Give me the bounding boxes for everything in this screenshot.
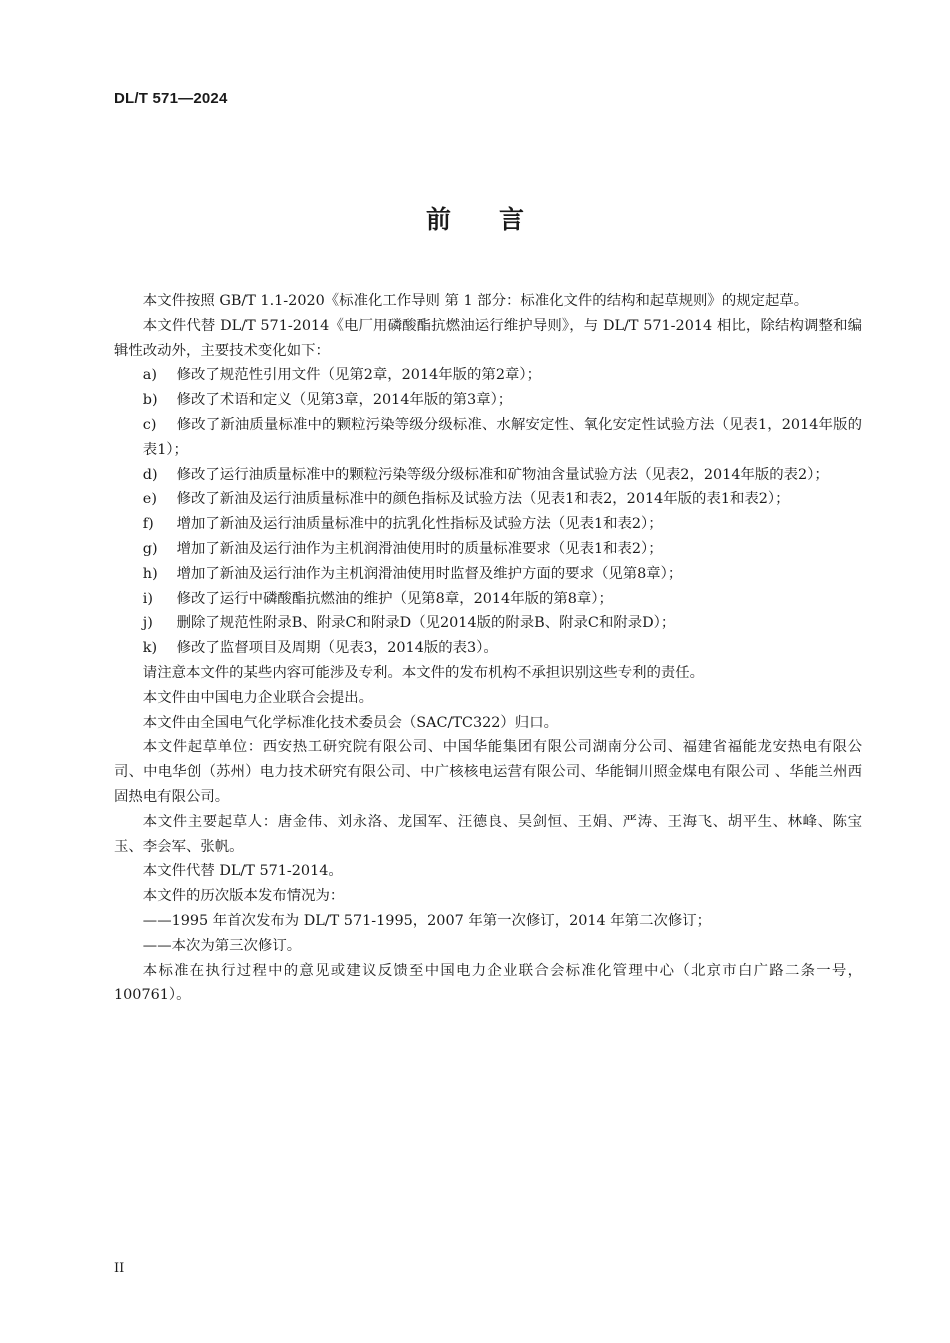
list-item-label: j) [142, 615, 153, 632]
paragraph: 本文件代替 DL/T 571-2014《电厂用磷酸酯抗燃油运行维护导则》，与 DL/T 571-2014 相比，除结构调整和编辑性改动外，主要技术变化如下： [114, 317, 862, 359]
list-item-text: 修改了术语和定义（见第3章，2014年版的第3章）； [176, 392, 513, 409]
list-item-text: 修改了规范性引用文件（见第2章，2014年版的第2章）； [176, 367, 541, 384]
list-item [114, 463, 862, 488]
history-item: ——1995 年首次发布为 DL/T 571-1995，2007 年第一次修订，2014 年第二次修订； [142, 912, 712, 929]
history-item: ——本次为第三次修订。 [142, 937, 302, 954]
list-item [114, 413, 862, 463]
page-title: 前言 [425, 205, 572, 234]
patent-notice: 请注意本文件的某些内容可能涉及专利。本文件的发布机构不承担识别这些专利的责任。 [142, 664, 705, 681]
list-item-label: c) [142, 416, 157, 433]
history-heading: 本文件的历次版本发布情况为： [142, 888, 345, 905]
drafting-units: 本文件起草单位：西安热工研究院有限公司、中国华能集团有限公司湖南分公司、福建省福能龙安热电有限公司、中电华创（苏州）电力技术研究有限公司、中广核核电运营有限公司、华能铜川照金煤电有限公司 、华能兰州西固热电有限公司。 [114, 739, 862, 805]
list-item-text: 增加了新油及运行油质量标准中的抗乳化性指标及试验方法（见表1和表2）； [176, 516, 663, 533]
list-item [114, 562, 862, 587]
list-item-text: 修改了运行中磷酸酯抗燃油的维护（见第8章，2014年版的第8章）； [176, 590, 613, 607]
document-id: DL/T 571—2024 [114, 90, 228, 107]
list-item-label: b) [142, 392, 158, 409]
list-item-text: 修改了运行油质量标准中的颗粒污染等级分级标准和矿物油含量试验方法（见表2，2014年版的表2）； [176, 466, 829, 483]
list-item-label: f) [142, 516, 154, 533]
replacement-statement: 本文件代替 DL/T 571-2014。 [142, 863, 343, 880]
list-item-text: 修改了新油质量标准中的颗粒污染等级分级标准、水解安定性、氧化安定性试验方法（见表1，2014年版的表1）； [142, 416, 862, 458]
page-number: II [114, 1261, 125, 1276]
list-item-text: 增加了新油及运行油作为主机润滑油使用时监督及维护方面的要求（见第8章）； [176, 565, 683, 582]
committee-statement: 本文件由全国电气化学标准化技术委员会（SAC/TC322）归口。 [142, 714, 558, 731]
list-item-text: 修改了新油及运行油质量标准中的颜色指标及试验方法（见表1和表2，2014年版的表1和表2）； [176, 491, 790, 508]
proposer-statement: 本文件由中国电力企业联合会提出。 [142, 689, 374, 706]
list-item-label: d) [142, 466, 158, 483]
list-item [114, 636, 862, 661]
list-item-label: h) [142, 565, 158, 582]
list-item-label: e) [142, 491, 157, 508]
list-item-text: 修改了监督项目及周期（见表3，2014版的表3）。 [176, 640, 498, 657]
feedback-statement: 本标准在执行过程中的意见或建议反馈至中国电力企业联合会标准化管理中心（北京市白广路二条一号，100761）。 [114, 962, 862, 1004]
paragraph: 本文件按照 GB/T 1.1-2020《标准化工作导则 第 1 部分：标准化文件的结构和起草规则》的规定起草。 [142, 293, 809, 309]
main-drafters: 本文件主要起草人：唐金伟、刘永洛、龙国军、汪德良、吴剑恒、王娟、严涛、王海飞、胡平生、林峰、陈宝玉、李会军、张帆。 [114, 813, 862, 855]
list-item-label: a) [142, 367, 157, 384]
list-item [114, 512, 862, 537]
list-item [114, 487, 862, 512]
list-item-text: 增加了新油及运行油作为主机润滑油使用时的质量标准要求（见表1和表2）； [176, 540, 663, 557]
list-item [114, 363, 862, 388]
list-item [114, 537, 862, 562]
list-item [114, 388, 862, 413]
changes-list [114, 363, 862, 661]
foreword-body [114, 289, 862, 1008]
list-item [114, 611, 862, 636]
list-item-label: k) [142, 640, 158, 657]
list-item [114, 587, 862, 612]
list-item-label: i) [142, 590, 154, 607]
list-item-label: g) [142, 540, 158, 557]
list-item-text: 删除了规范性附录B、附录C和附录D（见2014版的附录B、附录C和附录D）； [176, 615, 676, 632]
